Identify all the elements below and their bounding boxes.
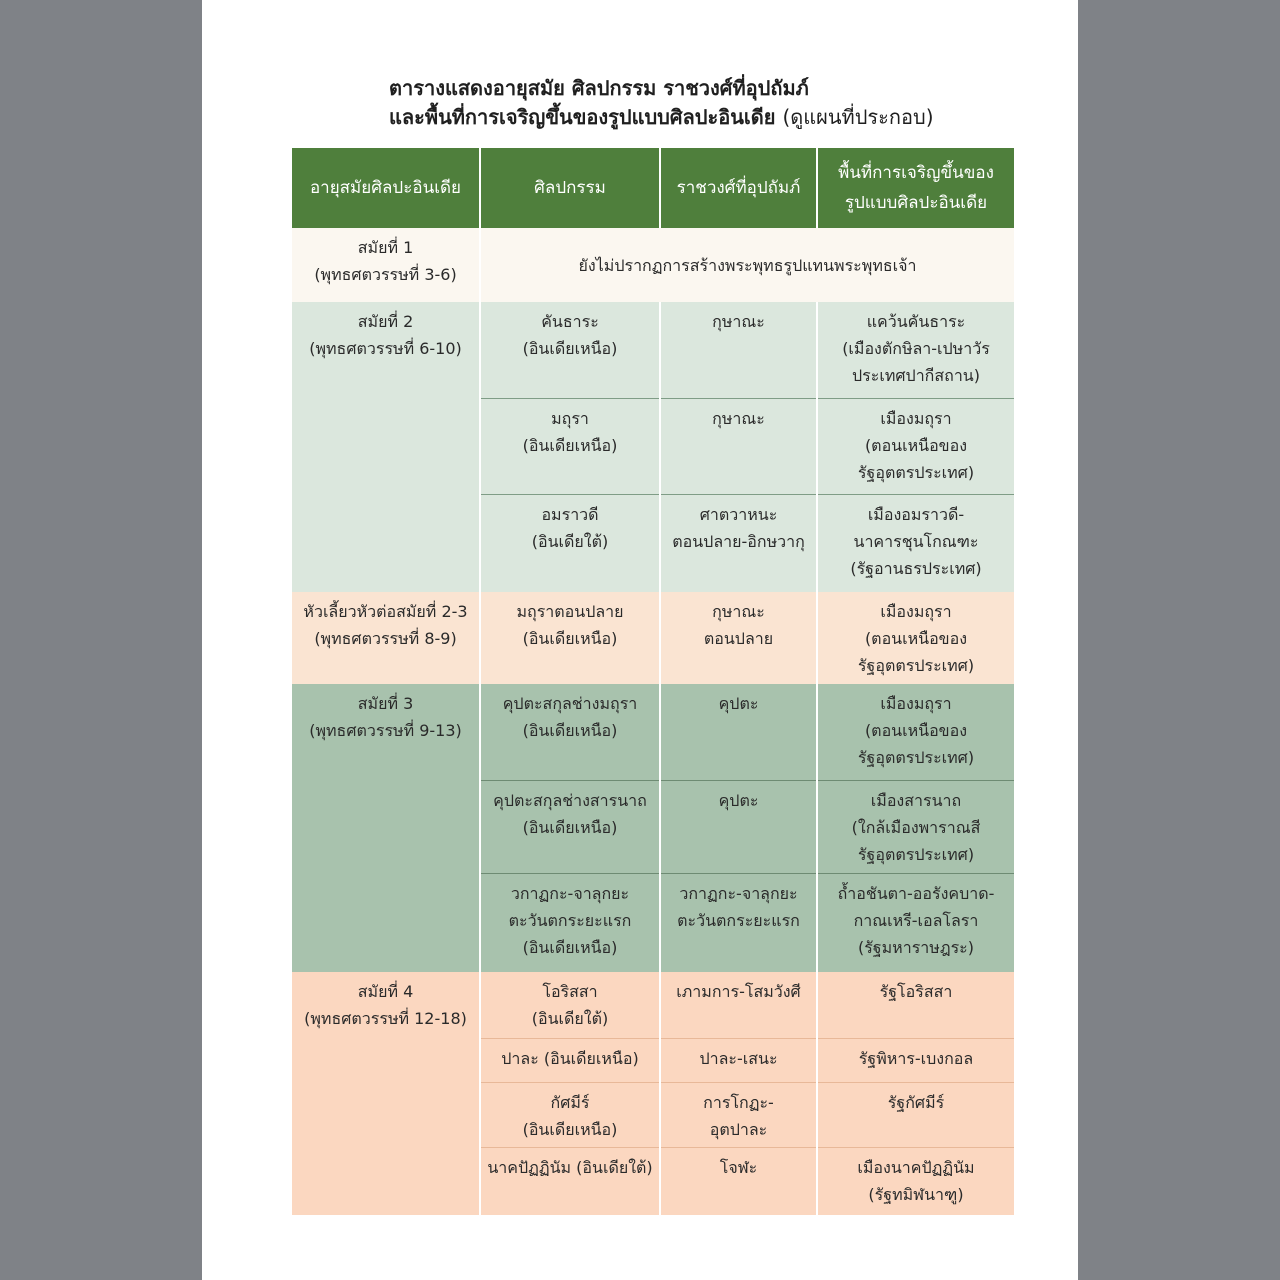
area-line: รัฐอุตตรประเทศ) bbox=[857, 656, 975, 675]
header-dynasty: ราชวงศ์ที่อุปถัมภ์ bbox=[660, 148, 817, 228]
title-line-2 bbox=[389, 103, 1029, 132]
area-cell bbox=[817, 1082, 1014, 1147]
area-line: เมืองนาคปัฏฏินัม bbox=[857, 1157, 975, 1177]
art-line: ปาละ (อินเดียเหนือ) bbox=[501, 1048, 639, 1068]
dynasty-line: ศาตวาหนะ bbox=[699, 504, 778, 524]
area-line: เมืองมถุรา bbox=[880, 602, 952, 621]
art-line: กัศมีร์ bbox=[550, 1092, 590, 1112]
era-name: สมัยที่ 3 bbox=[357, 694, 414, 713]
art-cell bbox=[480, 398, 660, 494]
title-line-1: ตารางแสดงอายุสมัย ศิลปกรรม ราชวงศ์ที่อุปถัมภ์ bbox=[389, 76, 809, 100]
art-line: วกาฏกะ-จาลุกยะ bbox=[510, 883, 630, 903]
area-line: เมืองมถุรา bbox=[880, 408, 952, 428]
era-period: (พุทธศตวรรษที่ 12-18) bbox=[304, 1009, 467, 1028]
art-cell bbox=[480, 684, 660, 780]
area-line: ถ้ำอชันตา-ออรังคบาด- bbox=[837, 883, 995, 903]
era-period: (พุทธศตวรรษที่ 3-6) bbox=[314, 265, 457, 284]
dynasty-cell bbox=[660, 873, 817, 972]
art-cell bbox=[480, 494, 660, 592]
art-cell bbox=[480, 1082, 660, 1147]
dynasty-line: โจฬะ bbox=[719, 1157, 758, 1177]
title-map-note: (ดูแผนที่ประกอบ) bbox=[782, 105, 934, 129]
area-cell bbox=[817, 494, 1014, 592]
area-cell bbox=[817, 1147, 1014, 1215]
art-line: คุปตะสกุลช่างสารนาถ bbox=[493, 790, 647, 810]
title-line-2-text: และพื้นที่การเจริญขึ้นของรูปแบบศิลปะอินเดีย bbox=[389, 105, 776, 129]
art-cell bbox=[480, 972, 660, 1038]
table-title bbox=[389, 74, 1029, 132]
area-line: รัฐกัศมีร์ bbox=[887, 1092, 945, 1112]
art-line: (อินเดียใต้) bbox=[531, 531, 609, 551]
area-line: (ตอนเหนือของ bbox=[864, 721, 968, 740]
dynasty-cell bbox=[660, 1038, 817, 1082]
dynasty-line: คุปตะ bbox=[718, 694, 759, 713]
header-area bbox=[817, 148, 1014, 228]
art-cell bbox=[480, 302, 660, 398]
dynasty-cell bbox=[660, 1147, 817, 1215]
dynasty-line: ตอนปลาย-อิกษวากุ bbox=[672, 531, 805, 551]
art-cell bbox=[480, 592, 660, 684]
art-line: (อินเดียใต้) bbox=[531, 1009, 609, 1028]
area-line: แคว้นคันธาระ bbox=[866, 312, 966, 331]
area-line: รัฐอุตตรประเทศ) bbox=[857, 462, 975, 482]
table-row bbox=[292, 592, 1014, 684]
era-name: สมัยที่ 4 bbox=[357, 982, 414, 1001]
art-line: (อินเดียเหนือ) bbox=[522, 435, 618, 455]
era-name: สมัยที่ 1 bbox=[357, 238, 414, 257]
area-cell bbox=[817, 972, 1014, 1038]
art-line: ตะวันตกระยะแรก bbox=[508, 910, 632, 930]
area-line: กาณเหรี-เอลโลรา bbox=[853, 910, 979, 930]
art-cell bbox=[480, 873, 660, 972]
dynasty-line: กุษาณะ bbox=[712, 602, 765, 621]
art-cell bbox=[480, 1038, 660, 1082]
header-area-line-2: รูปแบบศิลปะอินเดีย bbox=[844, 193, 988, 213]
dynasty-line: อุตปาละ bbox=[709, 1119, 768, 1139]
art-line: (อินเดียเหนือ) bbox=[522, 937, 618, 957]
table-header-row bbox=[292, 148, 1014, 228]
era-cell bbox=[292, 972, 480, 1215]
area-line: เมืองอมราวดี- bbox=[867, 504, 965, 524]
era-period: (พุทธศตวรรษที่ 8-9) bbox=[314, 629, 457, 648]
area-line: รัฐอุตตรประเทศ) bbox=[857, 844, 975, 864]
table-row bbox=[292, 228, 1014, 302]
era-cell bbox=[292, 302, 480, 592]
dynasty-line: กุษาณะ bbox=[712, 312, 765, 331]
dynasty-line: ปาละ-เสนะ bbox=[699, 1048, 778, 1068]
table-row bbox=[292, 972, 1014, 1038]
dynasty-line: การโกฏะ- bbox=[703, 1092, 774, 1112]
area-line: รัฐโอริสสา bbox=[879, 982, 953, 1001]
header-era: อายุสมัยศิลปะอินเดีย bbox=[292, 148, 480, 228]
art-line: (อินเดียเหนือ) bbox=[522, 339, 618, 358]
era-note: ยังไม่ปรากฏการสร้างพระพุทธรูปแทนพระพุทธเจ้า bbox=[578, 255, 917, 275]
area-cell bbox=[817, 1038, 1014, 1082]
header-art: ศิลปกรรม bbox=[480, 148, 660, 228]
area-line: (รัฐทมิฬนาฑู) bbox=[868, 1184, 964, 1204]
dynasty-cell bbox=[660, 302, 817, 398]
document-page bbox=[202, 0, 1078, 1280]
dynasty-line: วกาฏกะ-จาลุกยะ bbox=[679, 883, 798, 903]
art-line: มถุรา bbox=[551, 408, 589, 428]
dynasty-line: กุษาณะ bbox=[712, 408, 765, 428]
era-cell bbox=[292, 228, 480, 302]
area-line: เมืองสารนาถ bbox=[870, 790, 962, 810]
indian-art-periods-table bbox=[292, 148, 1014, 1215]
dynasty-cell bbox=[660, 1082, 817, 1147]
dynasty-cell bbox=[660, 398, 817, 494]
area-line: (เมืองตักษิลา-เปษาวัร bbox=[842, 339, 990, 358]
area-line: นาคารชุนโกณฑะ bbox=[853, 531, 979, 551]
area-cell bbox=[817, 780, 1014, 873]
era-name: สมัยที่ 2 bbox=[357, 312, 414, 331]
header-area-line-1: พื้นที่การเจริญขึ้นของ bbox=[838, 163, 994, 183]
area-cell bbox=[817, 302, 1014, 398]
era-cell bbox=[292, 592, 480, 684]
area-line: (ใกล้เมืองพาราณสี bbox=[851, 817, 981, 837]
era-cell bbox=[292, 684, 480, 972]
dynasty-line: เภามการ-โสมวังศี bbox=[676, 982, 801, 1001]
area-line: (รัฐอานธรประเทศ) bbox=[850, 558, 982, 578]
art-line: (อินเดียเหนือ) bbox=[522, 1119, 618, 1139]
area-line: ประเทศปากีสถาน) bbox=[852, 366, 980, 385]
dynasty-line: ตะวันตกระยะแรก bbox=[677, 910, 800, 930]
art-cell bbox=[480, 1147, 660, 1215]
art-line: อมราวดี bbox=[541, 504, 599, 524]
dynasty-cell bbox=[660, 592, 817, 684]
art-line: นาคปัฏฏินัม (อินเดียใต้) bbox=[487, 1157, 653, 1177]
era-note-cell bbox=[480, 228, 1014, 302]
art-line: มถุราตอนปลาย bbox=[516, 602, 624, 621]
table-row bbox=[292, 684, 1014, 780]
area-line: (รัฐมหาราษฎระ) bbox=[857, 937, 975, 957]
dynasty-cell bbox=[660, 684, 817, 780]
dynasty-line: คุปตะ bbox=[718, 790, 759, 810]
art-line: คันธาระ bbox=[541, 312, 599, 331]
area-cell bbox=[817, 398, 1014, 494]
dynasty-cell bbox=[660, 780, 817, 873]
art-cell bbox=[480, 780, 660, 873]
table-row bbox=[292, 302, 1014, 398]
dynasty-cell bbox=[660, 972, 817, 1038]
area-line: รัฐพิหาร-เบงกอล bbox=[858, 1048, 974, 1068]
era-period: (พุทธศตวรรษที่ 9-13) bbox=[309, 721, 462, 740]
art-line: คุปตะสกุลช่างมถุรา bbox=[502, 694, 638, 713]
area-line: รัฐอุตตรประเทศ) bbox=[857, 748, 975, 767]
art-line: (อินเดียเหนือ) bbox=[522, 721, 618, 740]
art-line: (อินเดียเหนือ) bbox=[522, 629, 618, 648]
area-line: (ตอนเหนือของ bbox=[864, 629, 968, 648]
art-line: (อินเดียเหนือ) bbox=[522, 817, 618, 837]
era-period: (พุทธศตวรรษที่ 6-10) bbox=[309, 339, 462, 358]
dynasty-cell bbox=[660, 494, 817, 592]
area-line: (ตอนเหนือของ bbox=[864, 435, 968, 455]
area-cell bbox=[817, 873, 1014, 972]
area-cell bbox=[817, 592, 1014, 684]
dynasty-line: ตอนปลาย bbox=[703, 629, 774, 648]
area-cell bbox=[817, 684, 1014, 780]
area-line: เมืองมถุรา bbox=[880, 694, 952, 713]
art-line: โอริสสา bbox=[542, 982, 598, 1001]
era-name: หัวเลี้ยวหัวต่อสมัยที่ 2-3 bbox=[303, 602, 468, 621]
